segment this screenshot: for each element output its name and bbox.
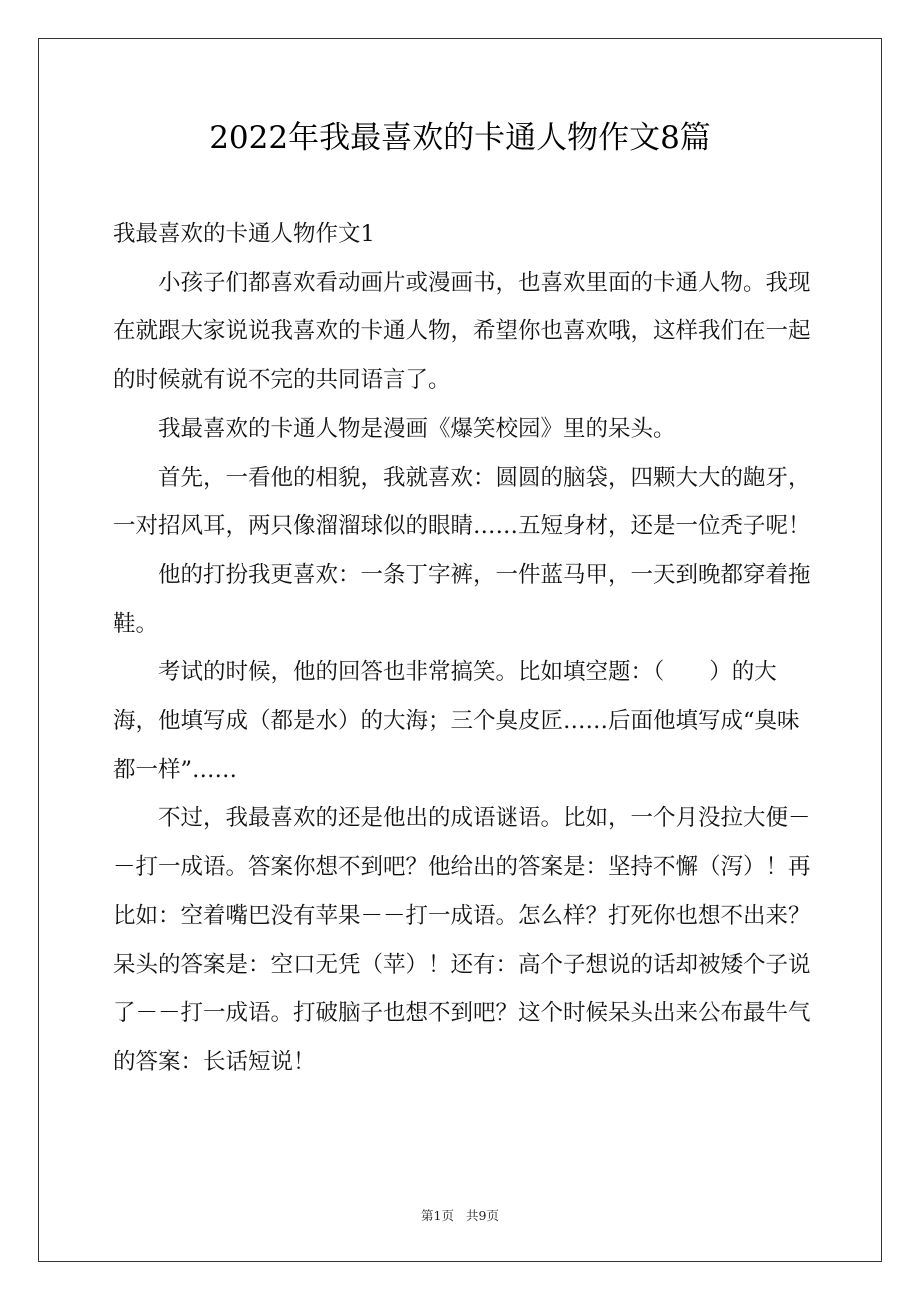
paragraph: 他的打扮我更喜欢：一条丁字裤，一件蓝马甲，一天到晚都穿着拖鞋。: [113, 561, 811, 637]
paragraph: 首先，一看他的相貌，我就喜欢：圆圆的脑袋，四颗大大的龅牙，一对招风耳，两只像溜溜球似的眼睛……五短身材，还是一位秃子呢！: [113, 464, 811, 540]
paragraph: 考试的时候，他的回答也非常搞笑。比如填空题：（ ）的大海，他填写成（都是水）的大海；三个臭皮匠……后面他填写成“臭味都一样”……: [113, 659, 800, 783]
paragraph: 我最喜欢的卡通人物是漫画《爆笑校园》里的呆头。: [158, 415, 676, 442]
document-title: 2022年我最喜欢的卡通人物作文8篇: [209, 120, 711, 156]
page-total: 共9页: [466, 1208, 499, 1223]
section-heading: 我最喜欢的卡通人物作文1: [113, 221, 375, 247]
paragraph: 不过，我最喜欢的还是他出的成语谜语。比如，一个月没拉大便－－打一成语。答案你想不到吧？他给出的答案是：坚持不懈（泻）！再比如：空着嘴巴没有苹果－－打一成语。怎么样？打死你也想不出来？呆头的答案是：空口无凭（苹）！还有：高个子想说的话却被矮个子说了－－打一成语。打破脑子也想不到吧？这个时候呆头出来公布最牛气的答案：长话短说！: [113, 805, 811, 1075]
page-footer: [38, 1206, 882, 1226]
document-body: [113, 210, 813, 1087]
paragraph: 小孩子们都喜欢看动画片或漫画书，也喜欢里面的卡通人物。我现在就跟大家说说我喜欢的卡通人物，希望你也喜欢哦，这样我们在一起的时候就有说不完的共同语言了。: [113, 269, 811, 394]
page-number: 第1页: [421, 1208, 454, 1223]
